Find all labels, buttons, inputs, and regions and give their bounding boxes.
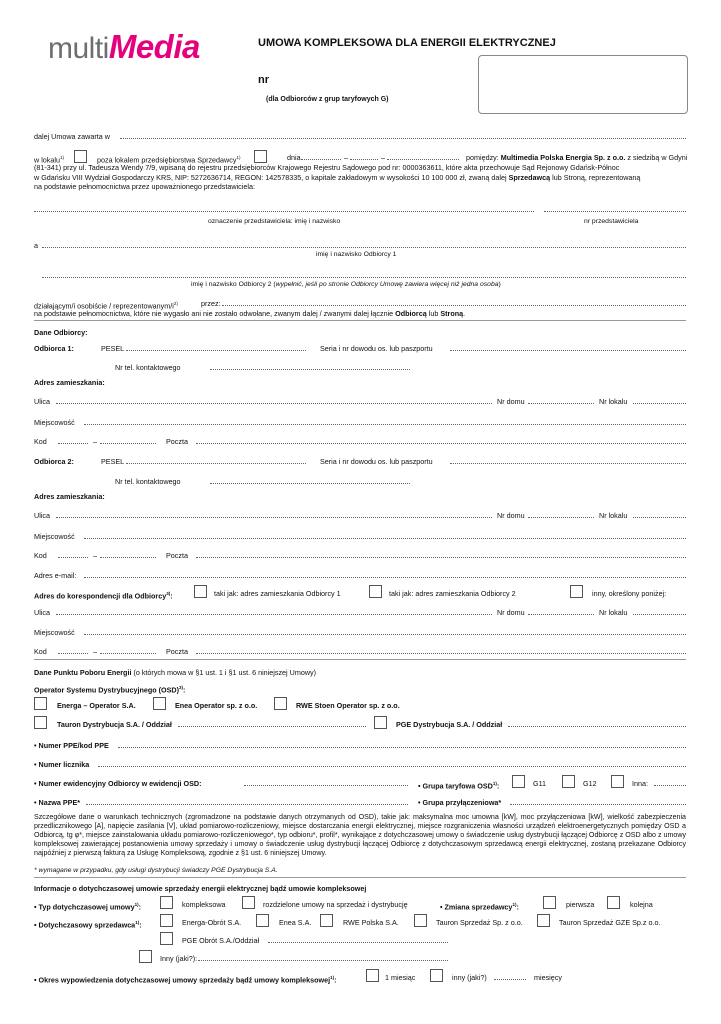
customer-2-label: Odbiorca 2: [34, 457, 74, 466]
connection-group-field[interactable] [510, 798, 686, 805]
change-first-checkbox[interactable] [543, 896, 556, 909]
tariff-g11-checkbox[interactable] [512, 775, 525, 788]
footnote-ref: 3) [178, 685, 183, 690]
customer-2-street-field[interactable] [56, 511, 492, 518]
customer-1-city-field[interactable] [84, 418, 686, 425]
customer-2-code-a-field[interactable] [58, 551, 88, 558]
customer-1-street-label: Ulica [34, 397, 50, 406]
divider [34, 659, 686, 660]
customer-1-pesel-label: PESEL [101, 344, 125, 353]
technical-conditions-paragraph: Szczegółowe dane o warunkach technicznych (zgromadzone na podstawie danych otrzymanych od OSD), takie jak: maksymalna moc umowna [kW], moc przyłączeniowa [kW], wielkość zabezpieczenia przedlicznikowego [A], napięcie zasilania [V], układ pomiarowo-rozliczeniowy, miejsce dostarczania energii elektrycznej, miejsce rozgraniczenia własności urządzeń elektroenergetycznych pomiędzy OSD a Odbiorcą, tg φ*, miejsce zainstalowania układu pomiarowo-rozliczeniowego*, typ odbioru*, profil*, wynikające z dotychczasowej umowy o świadczenie usług dystrybucji łączącej Odbiorcę z OSD albo z umowy kompleksowej zawierającej postanowienia umowy sprzedaży i umowy o świadczenie usług dystrybucji łączącej Odbiorcę z dotychczasowym sprzedawcą energii elektrycznej, zostaną przekazane Odbiorcy najpóźniej z pierwszą fakturą za Usługę Kompleksową, zgodnie z §1 ust. 6 niniejszej Umowy. [34, 813, 686, 857]
osd-heading: Operator Systemu Dystrybucyjnego (OSD)$^{3)}$: [34, 685, 186, 695]
company-details-line-4: na podstawie pełnomocnictwa przez upoważnionego przedstawiciela: [34, 182, 255, 191]
seller-tauron-checkbox[interactable] [414, 914, 427, 927]
corr-house-label: Nr domu [497, 608, 525, 617]
seller-other-field[interactable] [198, 954, 448, 961]
notice-other-label: inny (jaki?) [452, 973, 487, 982]
company-name: Multimedia Polska Energia Sp. z o.o. [500, 153, 626, 162]
place-field[interactable] [120, 132, 686, 139]
customer-2-code-b-field[interactable] [100, 551, 156, 558]
seller-enea-checkbox[interactable] [256, 914, 269, 927]
tariff-g12-label: G12 [583, 779, 597, 788]
representative-number-caption: nr przedstawiciela [584, 218, 639, 225]
meter-number-field[interactable] [98, 760, 686, 767]
footnote-ref: 1) [492, 781, 497, 786]
company-details-line-2: (81-341) przy ul. Tadeusza Wendy 7/9, wpisaną do rejestru przedsiębiorców Krajowego Rejestru Sądowego pod nr: 0000363611, które akta przechowuje Sąd Rejonowy Gdańsk-Północ [34, 163, 620, 172]
customer-1-code-b-field[interactable] [100, 437, 156, 444]
notice-1m-label: 1 miesiąc [385, 973, 416, 982]
seller-energa-label: Energa-Obrót S.A. [182, 918, 242, 927]
customer-1-house-field[interactable] [528, 397, 594, 404]
customer-1-post-label: Poczta [166, 437, 188, 446]
corr-city-label: Miejscowość [34, 628, 75, 637]
tariff-g11-label: G11 [533, 779, 547, 788]
corr-same-1-checkbox[interactable] [194, 585, 207, 598]
contract-type-label: • Typ dotychczasowej umowy$^{1)}$: [34, 902, 142, 912]
ppe-number-field[interactable] [118, 741, 686, 748]
customer-1-code-a-field[interactable] [58, 437, 88, 444]
footnote-ref: 1) [59, 155, 64, 160]
seller-pge-label: PGE Obrót S.A./Oddział [182, 936, 260, 945]
pge-note: * wymagane w przypadku, gdy usługi dystrybucji świadczy PGE Dystrybucja S.A. [34, 867, 278, 874]
customer-1-post-field[interactable] [196, 437, 686, 444]
evidence-number-field[interactable] [244, 779, 408, 786]
customer-1-pesel-field[interactable] [126, 344, 306, 351]
customer-2-phone-label: Nr tel. kontaktowego [115, 477, 181, 486]
customer-2-house-field[interactable] [528, 511, 594, 518]
date-year-field[interactable] [387, 153, 459, 160]
corr-same-1-label: taki jak: adres zamieszkania Odbiorcy 1 [214, 589, 341, 598]
tariff-other-label: Inna: [632, 779, 648, 788]
ppe-number-label: • Numer PPE/kod PPE [34, 741, 109, 750]
corr-same-2-checkbox[interactable] [369, 585, 382, 598]
customer-1-flat-field[interactable] [633, 397, 686, 404]
evidence-number-label: • Numer ewidencyjny Odbiorcy w ewidencji OSD: [34, 779, 202, 788]
customer-2-flat-label: Nr lokalu [599, 511, 628, 520]
outside-premises-label: poza lokalem przedsiębiorstwa Sprzedawcy$^{1)}$ [97, 155, 241, 165]
corr-code-dash: – [93, 647, 97, 656]
customer-2-flat-field[interactable] [633, 511, 686, 518]
customer-1-phone-field[interactable] [210, 363, 410, 370]
document-title: UMOWA KOMPLEKSOWA DLA ENERGII ELEKTRYCZNEJ [258, 37, 556, 49]
corr-city-field[interactable] [84, 628, 686, 635]
seller-change-label: • Zmiana sprzedawcy$^{1)}$: [440, 902, 519, 912]
in-premises-label: w lokalu$^{1)}$ [34, 155, 64, 165]
seller-tauron-gze-checkbox[interactable] [537, 914, 550, 927]
date-dash-1: – [344, 153, 348, 162]
osd-energa-checkbox[interactable] [34, 697, 47, 710]
logo-media: Media [108, 28, 200, 65]
change-next-label: kolejna [630, 900, 653, 909]
footnote-ref: 1) [236, 155, 241, 160]
customer-1-label: Odbiorca 1: [34, 344, 74, 353]
seller-enea-label: Enea S.A. [279, 918, 312, 927]
contract-number-label: nr [258, 74, 269, 86]
divider [34, 320, 686, 321]
concluded-in-label: dalej Umowa zawarta w [34, 132, 110, 141]
seller-pge-branch-field[interactable] [268, 936, 448, 943]
osd-rwe-checkbox[interactable] [274, 697, 287, 710]
previous-contract-heading: Informacje o dotychczasowej umowie sprzedaży energii elektrycznej bądź umowie kompleksowej [34, 884, 367, 893]
notice-other-checkbox[interactable] [430, 969, 443, 982]
customer-1-street-field[interactable] [56, 397, 492, 404]
seller-other-label: Inny (jaki?): [160, 954, 198, 963]
customer-1-city-label: Miejscowość [34, 418, 75, 427]
footnote-ref: 1) [512, 902, 517, 907]
type-complex-label: kompleksowa [182, 900, 226, 909]
acting-by-label: przez: [201, 299, 221, 308]
corr-street-field[interactable] [56, 608, 492, 615]
change-first-label: pierwsza [566, 900, 595, 909]
osd-rwe-label: RWE Stoen Operator sp. z o.o. [296, 701, 400, 710]
divider [34, 877, 686, 878]
tariff-other-field[interactable] [654, 779, 686, 786]
customer-2-city-label: Miejscowość [34, 532, 75, 541]
notice-other-field[interactable] [494, 973, 526, 980]
customer-2-id-field[interactable] [450, 457, 686, 464]
tariff-other-checkbox[interactable] [611, 775, 624, 788]
corr-post-field[interactable] [196, 647, 686, 654]
osd-tauron-branch-field[interactable] [178, 720, 366, 727]
osd-energa-label: Energa – Operator S.A. [57, 701, 136, 710]
customer-2-caption: imię i nazwisko Odbiorcy 2 (wypełnić, jeśli po stronie Odbiorcy Umowę zawiera więcej niż jedna osoba) [191, 281, 501, 288]
company-details-line-3: w Gdańsku VIII Wydział Gospodarczy KRS, NIP: 5272636714, REGON: 142578335, o kapitale zakładowym w wysokości 10 100 000 zł, zwaną dalej Sprzedawcą lub Stroną, reprezentowaną [34, 173, 641, 182]
footnote-ref: 1) [330, 975, 335, 980]
corr-flat-field[interactable] [633, 608, 686, 615]
company-logo [48, 28, 200, 70]
and-label: a [34, 241, 38, 250]
customer-1-id-field[interactable] [450, 344, 686, 351]
seller-pge-checkbox[interactable] [160, 932, 173, 945]
customer-1-flat-label: Nr lokalu [599, 397, 628, 406]
date-dash-2: – [381, 153, 385, 162]
contract-number-box[interactable] [478, 55, 688, 114]
customer-2-city-field[interactable] [84, 532, 686, 539]
customer-1-phone-label: Nr tel. kontaktowego [115, 363, 181, 372]
ppe-heading: Dane Punktu Poboru Energii (o których mowa w §1 ust. 1 i §1 ust. 6 niniejszej Umowy) [34, 668, 317, 677]
corr-same-2-label: taki jak: adres zamieszkania Odbiorcy 2 [389, 589, 516, 598]
customer-2-address-heading: Adres zamieszkania: [34, 492, 105, 501]
customer-1-house-label: Nr domu [497, 397, 525, 406]
between-label: pomiędzy: Multimedia Polska Energia Sp. z o.o. z siedzibą w Gdyni [466, 153, 688, 162]
type-complex-checkbox[interactable] [160, 896, 173, 909]
footnote-ref: 3) [166, 591, 171, 596]
tariff-g12-checkbox[interactable] [562, 775, 575, 788]
date-month-field[interactable] [350, 153, 378, 160]
notice-months-label: miesięcy [534, 973, 562, 982]
footnote-ref: 1) [135, 920, 140, 925]
corr-street-label: Ulica [34, 608, 50, 617]
previous-seller-label: • Dotychczasowy sprzedawca$^{1)}$: [34, 920, 142, 930]
ppe-name-field[interactable] [86, 798, 408, 805]
customer-2-post-field[interactable] [196, 551, 686, 558]
type-split-checkbox[interactable] [242, 896, 255, 909]
customer-2-street-label: Ulica [34, 511, 50, 520]
corr-code-b-field[interactable] [100, 647, 156, 654]
date-day-field[interactable] [301, 153, 341, 160]
osd-tauron-label: Tauron Dystrybucja S.A. / Oddział [57, 720, 172, 729]
seller-rwe-label: RWE Polska S.A. [343, 918, 399, 927]
customer-1-id-label: Seria i nr dowodu os. lub paszportu [320, 344, 433, 353]
seller-other-checkbox[interactable] [139, 950, 152, 963]
representative-name-field[interactable] [34, 205, 534, 212]
in-premises-checkbox[interactable] [74, 150, 87, 163]
outside-premises-checkbox[interactable] [254, 150, 267, 163]
customer-1-code-dash: – [93, 437, 97, 446]
osd-pge-label: PGE Dystrybucja S.A. / Oddział [396, 720, 503, 729]
date-label: dnia [287, 153, 301, 162]
customers-heading: Dane Odbiorcy: [34, 328, 88, 337]
customer-2-code-label: Kod [34, 551, 47, 560]
ppe-name-label: • Nazwa PPE* [34, 798, 81, 807]
customer-2-phone-field[interactable] [210, 477, 410, 484]
customer-1-address-heading: Adres zamieszkania: [34, 378, 105, 387]
osd-pge-checkbox[interactable] [374, 716, 387, 729]
customer-2-pesel-label: PESEL [101, 457, 125, 466]
corr-other-label: inny, określony poniżej: [592, 589, 667, 598]
document-subtitle: (dla Odbiorców z grup taryfowych G) [266, 96, 389, 103]
correspondence-label: Adres do korespondencji dla Odbiorcy$^{3)}$: [34, 591, 173, 601]
customer-2-pesel-field[interactable] [126, 457, 306, 464]
tariff-group-label: • Grupa taryfowa OSD$^{1)}$: [418, 781, 500, 791]
representative-name-caption: oznaczenie przedstawiciela: imię i nazwisko [208, 218, 341, 225]
osd-pge-branch-field[interactable] [508, 720, 686, 727]
osd-enea-checkbox[interactable] [153, 697, 166, 710]
corr-other-checkbox[interactable] [570, 585, 583, 598]
customer-1-name-field[interactable] [42, 241, 686, 248]
customer-2-post-label: Poczta [166, 551, 188, 560]
seller-tauron-label: Tauron Sprzedaż Sp. z o.o. [436, 918, 523, 927]
seller-tauron-gze-label: Tauron Sprzedaż GZE Sp.z o.o. [559, 918, 661, 927]
osd-enea-label: Enea Operator sp. z o.o. [175, 701, 258, 710]
proxy-field[interactable] [222, 299, 686, 306]
meter-number-label: • Numer licznika [34, 760, 90, 769]
change-next-checkbox[interactable] [607, 896, 620, 909]
corr-code-a-field[interactable] [58, 647, 88, 654]
connection-group-label: • Grupa przyłączeniowa* [418, 798, 502, 807]
corr-house-field[interactable] [528, 608, 594, 615]
footnote-ref: 1) [134, 902, 139, 907]
corr-code-label: Kod [34, 647, 47, 656]
seller-energa-checkbox[interactable] [160, 914, 173, 927]
notice-1m-checkbox[interactable] [366, 969, 379, 982]
footnote-ref: 2) [173, 301, 178, 306]
customer-1-code-label: Kod [34, 437, 47, 446]
customer-2-house-label: Nr domu [497, 511, 525, 520]
email-field[interactable] [84, 571, 686, 578]
email-label: Adres e-mail: [34, 571, 77, 580]
type-split-label: rozdzielone umowy na sprzedaż i dystrybucję [263, 900, 408, 909]
customer-2-id-label: Seria i nr dowodu os. lub paszportu [320, 457, 433, 466]
seller-rwe-checkbox[interactable] [320, 914, 333, 927]
proxy-text: na podstawie pełnomocnictwa, które nie wygasło ani nie zostało odwołane, zwanym dalej / zwanymi dalej łącznie Odbiorcą lub Stroną. [34, 309, 466, 318]
logo-multi: multi [48, 32, 109, 65]
customer-2-name-field[interactable] [42, 271, 686, 278]
corr-flat-label: Nr lokalu [599, 608, 628, 617]
osd-tauron-checkbox[interactable] [34, 716, 47, 729]
customer-2-code-dash: – [93, 551, 97, 560]
acting-label: działającym/i osobiście / reprezentowanym/$i^{2)}$ [34, 301, 178, 311]
customer-1-caption: imię i nazwisko Odbiorcy 1 [316, 251, 397, 258]
representative-number-field[interactable] [544, 205, 686, 212]
notice-period-label: • Okres wypowiedzenia dotychczasowej umowy sprzedaży bądź umowy kompleksowej$^{1)}$: [34, 975, 337, 985]
corr-post-label: Poczta [166, 647, 188, 656]
